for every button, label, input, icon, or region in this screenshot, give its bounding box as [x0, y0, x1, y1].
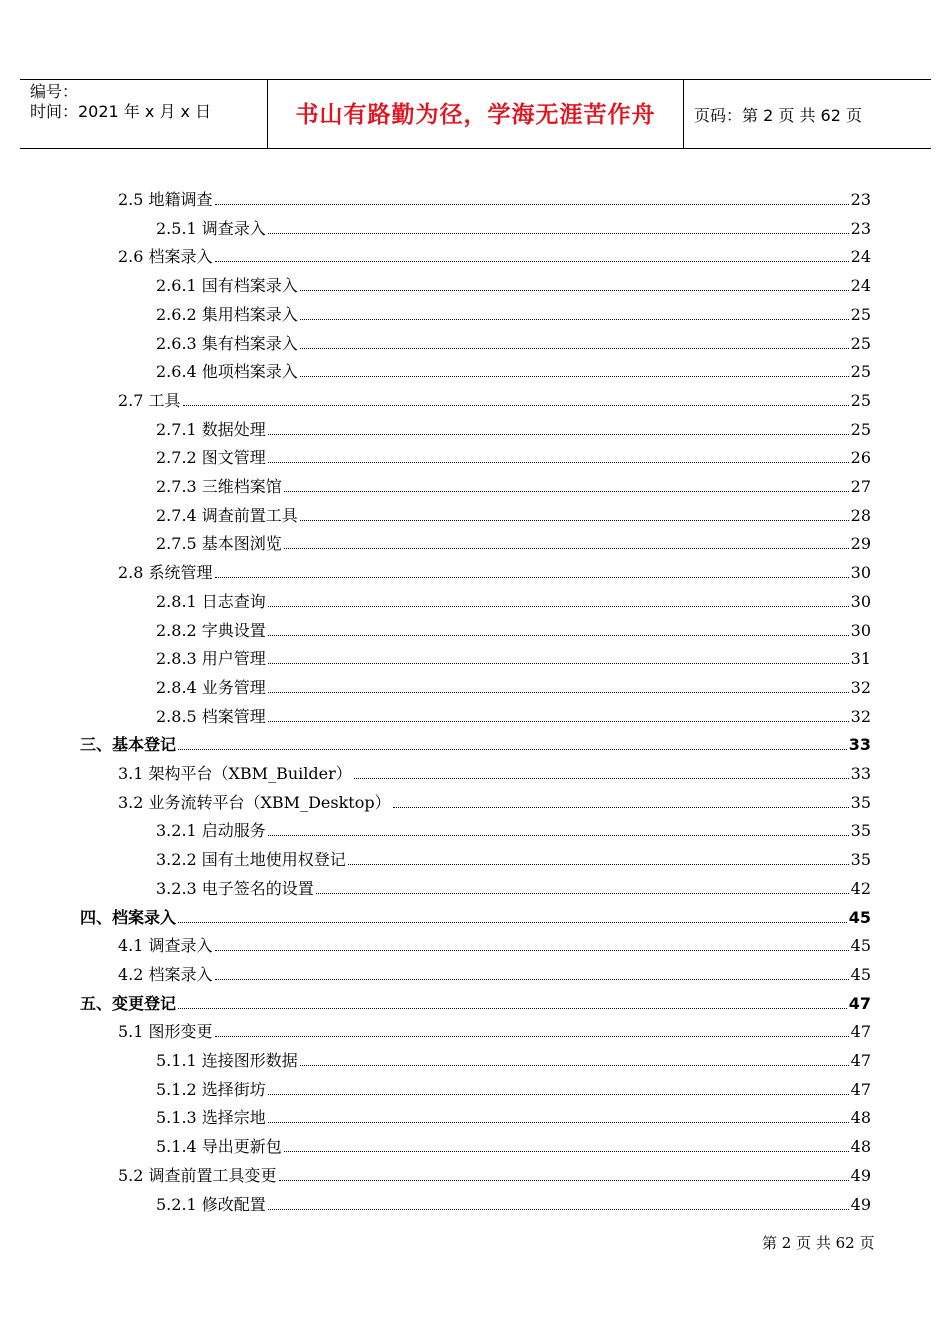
toc-entry-title: 2.7.2 图文管理: [156, 448, 266, 468]
toc-leader-dots: [268, 835, 849, 836]
toc-entry-page: 32: [850, 677, 871, 697]
toc-entry[interactable]: [80, 733, 871, 755]
toc-entry-title: 2.8.2 字典设置: [156, 620, 266, 640]
toc-entry[interactable]: [118, 963, 871, 985]
toc-leader-dots: [300, 290, 849, 291]
toc-entry-title: 2.6.4 他项档案录入: [156, 362, 298, 382]
toc-entry-page: 49: [850, 1165, 871, 1185]
toc-entry-page: 42: [850, 878, 871, 898]
toc-entry[interactable]: [156, 303, 871, 325]
toc-leader-dots: [268, 434, 849, 435]
header-motto: 书山有路勤为径，学海无涯苦作舟: [295, 102, 656, 128]
toc-entry-title: 2.6.2 集用档案录入: [156, 304, 298, 324]
toc-leader-dots: [178, 922, 847, 923]
header-divider: [683, 79, 684, 149]
toc-entry-title: 5.1.2 选择街坊: [156, 1079, 266, 1099]
toc-leader-dots: [268, 1122, 849, 1123]
toc-entry-title: 四、档案录入: [80, 907, 177, 927]
toc-entry[interactable]: [80, 906, 871, 928]
toc-entry[interactable]: [156, 1049, 871, 1071]
toc-entry-title: 五、变更登记: [80, 993, 177, 1013]
toc-leader-dots: [300, 376, 849, 377]
toc-entry-title: 2.7 工具: [118, 390, 181, 410]
toc-entry[interactable]: [118, 188, 871, 210]
toc-entry-page: 24: [850, 276, 871, 296]
toc-leader-dots: [268, 663, 849, 664]
toc-entry[interactable]: [156, 676, 871, 698]
toc-entry-page: 48: [850, 1137, 871, 1157]
toc-entry-page: 23: [850, 190, 871, 209]
toc-entry-page: 32: [850, 706, 871, 726]
toc-entry-page: 48: [850, 1108, 871, 1128]
toc-entry[interactable]: [156, 475, 871, 497]
toc-entry[interactable]: [156, 332, 871, 354]
toc-entry-title: 2.7.4 调查前置工具: [156, 505, 298, 525]
toc-leader-dots: [300, 319, 849, 320]
toc-entry-title: 4.2 档案录入: [118, 964, 213, 984]
toc-entry-title: 三、基本登记: [80, 735, 177, 755]
toc-entry[interactable]: [118, 1020, 871, 1042]
toc-entry-title: 3.2.1 启动服务: [156, 821, 266, 841]
toc-leader-dots: [268, 1094, 849, 1095]
toc-leader-dots: [300, 520, 849, 521]
toc-entry-page: 45: [848, 907, 871, 927]
toc-entry-title: 2.5 地籍调查: [118, 190, 213, 209]
toc-entry-page: 27: [850, 477, 871, 496]
toc-leader-dots: [268, 721, 849, 722]
toc-entry[interactable]: [156, 819, 871, 841]
toc-entry-title: 3.2.3 电子签名的设置: [156, 878, 314, 898]
toc-entry[interactable]: [156, 217, 871, 239]
toc-leader-dots: [393, 807, 849, 808]
toc-entry-title: 5.2 调查前置工具变更: [118, 1165, 277, 1185]
toc-entry[interactable]: [156, 848, 871, 870]
toc-entry-title: 3.2.2 国有土地使用权登记: [156, 850, 346, 870]
toc-leader-dots: [178, 749, 847, 750]
toc-entry[interactable]: [118, 389, 871, 411]
toc-entry-title: 2.5.1 调查录入: [156, 218, 266, 238]
toc-entry-title: 2.6.1 国有档案录入: [156, 276, 298, 296]
toc-entry-title: 4.1 调查录入: [118, 936, 213, 956]
toc-entry[interactable]: [118, 245, 871, 267]
toc-leader-dots: [215, 204, 849, 205]
toc-leader-dots: [284, 491, 849, 492]
toc-leader-dots: [300, 348, 849, 349]
toc-leader-dots: [268, 233, 849, 234]
toc-entry-page: 31: [850, 649, 871, 669]
toc-leader-dots: [215, 950, 849, 951]
toc-leader-dots: [215, 1036, 849, 1037]
toc-entry[interactable]: [156, 1135, 871, 1157]
toc-entry[interactable]: [118, 934, 871, 956]
toc-entry-page: 47: [850, 1079, 871, 1099]
toc-leader-dots: [354, 778, 849, 779]
toc-entry[interactable]: [156, 705, 871, 727]
toc-entry-title: 2.8 系统管理: [118, 563, 213, 583]
toc-entry-page: 25: [850, 304, 871, 324]
toc-entry-title: 2.8.5 档案管理: [156, 706, 266, 726]
toc-entry-page: 47: [850, 1051, 871, 1070]
toc-entry[interactable]: [118, 561, 871, 583]
toc-leader-dots: [268, 606, 849, 607]
header-meta: [30, 82, 211, 122]
toc-entry-title: 2.6.3 集有档案录入: [156, 333, 298, 353]
toc-entry-page: 25: [850, 362, 871, 382]
toc-entry-title: 5.1.4 导出更新包: [156, 1137, 282, 1157]
toc-entry-title: 2.8.3 用户管理: [156, 649, 266, 669]
toc-entry[interactable]: [156, 532, 871, 554]
toc-leader-dots: [215, 261, 849, 262]
toc-entry-page: 45: [850, 964, 871, 984]
toc-entry-page: 30: [850, 620, 871, 640]
toc-leader-dots: [215, 577, 849, 578]
toc-leader-dots: [268, 462, 849, 463]
toc-entry-title: 5.1.1 连接图形数据: [156, 1051, 298, 1070]
toc-leader-dots: [268, 635, 849, 636]
toc-entry-page: 28: [850, 505, 871, 525]
toc-entry-title: 2.8.1 日志查询: [156, 591, 266, 611]
toc-entry-page: 45: [850, 936, 871, 956]
toc-entry-page: 29: [850, 534, 871, 554]
toc-entry[interactable]: [156, 418, 871, 440]
toc-entry-page: 30: [850, 563, 871, 583]
toc-entry-title: 2.7.1 数据处理: [156, 419, 266, 439]
toc-entry[interactable]: [156, 877, 871, 899]
toc-entry[interactable]: [118, 762, 871, 784]
toc-leader-dots: [183, 405, 849, 406]
toc-entry-title: 2.8.4 业务管理: [156, 677, 266, 697]
toc-entry-title: 5.1 图形变更: [118, 1022, 213, 1042]
toc-entry-page: 35: [850, 850, 871, 870]
toc-leader-dots: [215, 979, 849, 980]
toc-entry-page: 23: [850, 218, 871, 238]
toc-entry-page: 47: [848, 993, 871, 1013]
toc-entry-page: 30: [850, 591, 871, 611]
toc-leader-dots: [268, 1209, 849, 1210]
toc-entry-page: 35: [850, 821, 871, 841]
toc-leader-dots: [284, 1151, 849, 1152]
toc-entry[interactable]: [156, 360, 871, 382]
toc-entry[interactable]: [118, 1164, 871, 1186]
toc-entry-title: 2.6 档案录入: [118, 247, 213, 267]
toc-entry-title: 2.7.3 三维档案馆: [156, 477, 282, 496]
toc-entry[interactable]: [80, 992, 871, 1014]
toc-entry-title: 5.2.1 修改配置: [156, 1194, 266, 1214]
toc-entry-title: 5.1.3 选择宗地: [156, 1108, 266, 1128]
footer-page-number: 第 2 页 共 62 页: [762, 1234, 875, 1252]
toc-entry-page: 25: [850, 390, 871, 410]
toc-leader-dots: [178, 1008, 847, 1009]
toc-entry-title: 2.7.5 基本图浏览: [156, 534, 282, 554]
toc-entry-page: 47: [850, 1022, 871, 1042]
toc-entry[interactable]: [156, 1193, 871, 1215]
toc-leader-dots: [300, 1065, 849, 1066]
toc-entry-title: 3.1 架构平台（XBM_Builder）: [118, 764, 352, 783]
toc-entry-page: 35: [850, 792, 871, 812]
toc-entry-page: 26: [850, 448, 871, 468]
toc-leader-dots: [279, 1180, 849, 1181]
toc-entry[interactable]: [156, 647, 871, 669]
toc-entry-page: 33: [848, 735, 871, 755]
toc-entry[interactable]: [156, 504, 871, 526]
toc-leader-dots: [348, 864, 849, 865]
document-time: 时间：2021 年 x 月 x 日: [30, 102, 212, 121]
toc-entry-page: 25: [850, 333, 871, 353]
toc-entry-page: 33: [850, 764, 871, 783]
toc-leader-dots: [268, 692, 849, 693]
toc-entry[interactable]: [118, 791, 871, 813]
toc-leader-dots: [316, 893, 849, 894]
document-number-label: 编号：: [30, 82, 79, 101]
toc-entry-page: 25: [850, 419, 871, 439]
toc-entry-title: 3.2 业务流转平台（XBM_Desktop）: [118, 792, 391, 812]
toc-entry[interactable]: [156, 274, 871, 296]
toc-entry-page: 49: [850, 1194, 871, 1214]
toc-entry[interactable]: [156, 590, 871, 612]
toc-entry[interactable]: [156, 1106, 871, 1128]
header-rule-bottom: [20, 148, 931, 149]
toc-entry[interactable]: [156, 446, 871, 468]
header-page-info: 页码：第 2 页 共 62 页: [694, 106, 862, 125]
toc-leader-dots: [284, 548, 849, 549]
toc-entry-page: 24: [850, 247, 871, 267]
toc-entry[interactable]: [156, 619, 871, 641]
header-rule-top: [20, 79, 931, 80]
toc-entry[interactable]: [156, 1078, 871, 1100]
